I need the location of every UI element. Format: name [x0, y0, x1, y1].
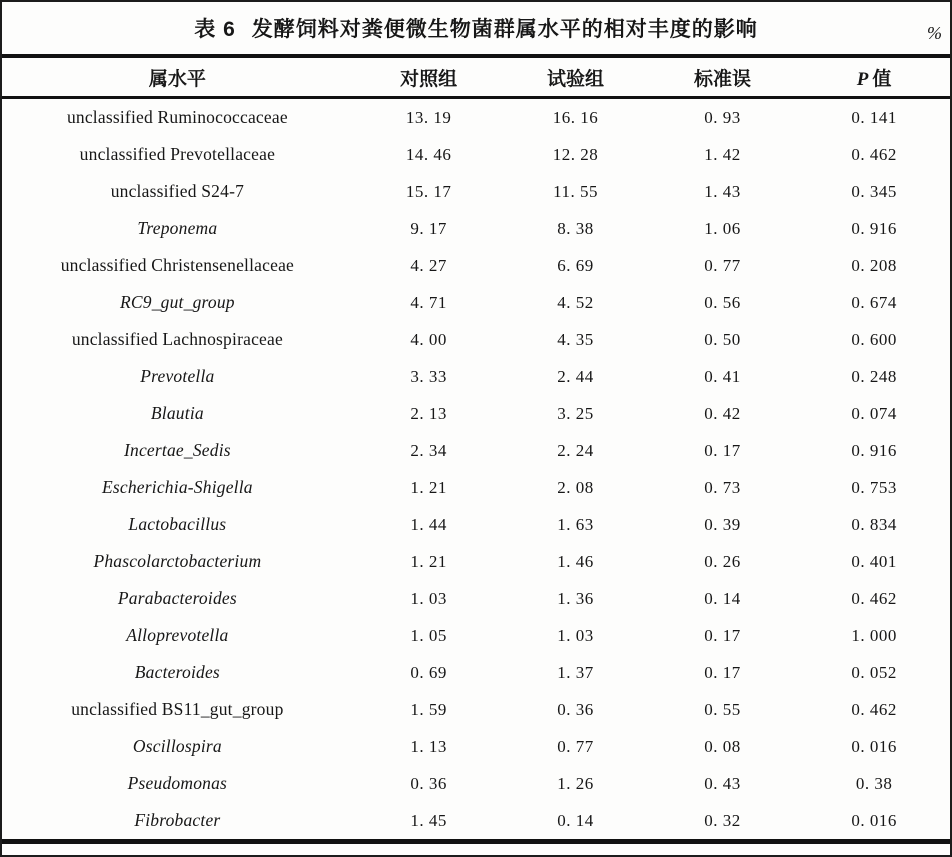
- p-value: 0. 016: [851, 810, 897, 830]
- p-value: 0. 38: [855, 773, 893, 793]
- control-value: 3. 33: [410, 366, 447, 386]
- table-row: [2, 395, 950, 432]
- control-value: 2. 13: [410, 403, 447, 423]
- header-standard-error: 标准误: [693, 68, 751, 90]
- se-value: 0. 43: [704, 773, 741, 793]
- se-value: 1. 06: [704, 218, 741, 238]
- se-value: 0. 55: [704, 699, 741, 719]
- table-row: [2, 284, 950, 321]
- control-value: 4. 71: [410, 292, 447, 312]
- se-value: 0. 73: [704, 477, 741, 497]
- genus-name: Bacteroides: [134, 662, 220, 682]
- trial-value: 1. 63: [557, 514, 594, 534]
- table-row: [2, 99, 950, 136]
- table-body: [2, 99, 950, 844]
- se-value: 0. 39: [704, 514, 741, 534]
- table-row: [2, 765, 950, 802]
- unit-label: %: [927, 23, 942, 43]
- p-value: 0. 462: [851, 699, 897, 719]
- genus-name: unclassified BS11_gut_group: [71, 699, 284, 719]
- p-value: 0. 074: [851, 403, 897, 423]
- trial-value: 2. 08: [557, 477, 594, 497]
- se-value: 0. 32: [704, 810, 741, 830]
- trial-value: 1. 26: [557, 773, 594, 793]
- trial-value: 3. 25: [557, 403, 594, 423]
- genus-name: unclassified S24-7: [110, 181, 245, 201]
- p-value: 0. 401: [851, 551, 897, 571]
- trial-value: 2. 44: [557, 366, 594, 386]
- p-value: 0. 674: [851, 292, 897, 312]
- se-value: 0. 08: [704, 736, 741, 756]
- trial-value: 1. 03: [557, 625, 594, 645]
- control-value: 4. 27: [410, 255, 447, 275]
- genus-name: Fibrobacter: [134, 810, 221, 830]
- table-row: [2, 580, 950, 617]
- p-value: 0. 248: [851, 366, 897, 386]
- table-caption: [194, 13, 758, 43]
- control-value: 0. 36: [410, 773, 447, 793]
- control-value: 1. 03: [410, 588, 447, 608]
- genus-name: Escherichia-Shigella: [101, 477, 253, 497]
- genus-name: Oscillospira: [132, 736, 222, 756]
- trial-value: 11. 55: [553, 181, 598, 201]
- trial-value: 4. 35: [557, 329, 594, 349]
- trial-value: 4. 52: [557, 292, 594, 312]
- genus-name: unclassified Ruminococcaceae: [66, 107, 288, 127]
- p-value: 0. 462: [851, 588, 897, 608]
- p-value: 0. 834: [851, 514, 897, 534]
- genus-name: Prevotella: [140, 366, 215, 386]
- control-value: 14. 46: [405, 144, 452, 164]
- table-header-row: [2, 58, 950, 99]
- table-row: [2, 543, 950, 580]
- genus-name: Treponema: [137, 218, 218, 238]
- control-value: 1. 45: [410, 810, 447, 830]
- genus-name: RC9_gut_group: [120, 292, 235, 312]
- p-value: 0. 141: [851, 107, 897, 127]
- trial-value: 0. 14: [557, 810, 594, 830]
- control-value: 1. 59: [410, 699, 447, 719]
- trial-value: 0. 77: [557, 736, 594, 756]
- control-value: 15. 17: [405, 181, 452, 201]
- trial-value: 6. 69: [557, 255, 594, 275]
- trial-value: 12. 28: [552, 144, 599, 164]
- trial-value: 2. 24: [557, 440, 594, 460]
- se-value: 0. 93: [704, 107, 741, 127]
- control-value: 13. 19: [405, 107, 452, 127]
- genus-name: Pseudomonas: [127, 773, 228, 793]
- se-value: 0. 56: [704, 292, 741, 312]
- table-row: [2, 506, 950, 543]
- p-value: 0. 753: [851, 477, 897, 497]
- header-p-symbol: P: [856, 68, 869, 90]
- genus-name: Parabacteroides: [117, 588, 237, 608]
- p-value: 0. 016: [851, 736, 897, 756]
- table-row: [2, 210, 950, 247]
- p-value: 0. 345: [851, 181, 897, 201]
- table-row: [2, 654, 950, 691]
- p-value: 0. 052: [851, 662, 897, 682]
- table-row: [2, 728, 950, 765]
- trial-value: 0. 36: [557, 699, 594, 719]
- control-value: 0. 69: [410, 662, 447, 682]
- table-row: [2, 173, 950, 210]
- control-value: 9. 17: [410, 218, 447, 238]
- p-value: 0. 208: [851, 255, 897, 275]
- se-value: 0. 42: [704, 403, 741, 423]
- se-value: 0. 17: [704, 440, 741, 460]
- header-control-group: 对照组: [400, 68, 458, 90]
- se-value: 0. 26: [704, 551, 741, 571]
- trial-value: 16. 16: [552, 107, 599, 127]
- p-value: 1. 000: [851, 625, 897, 645]
- table-title-text: 发酵饲料对粪便微生物菌群属水平的相对丰度的影响: [251, 18, 758, 41]
- header-p-word: 值: [872, 68, 892, 90]
- table-row: [2, 691, 950, 728]
- se-value: 0. 77: [704, 255, 741, 275]
- control-value: 1. 05: [410, 625, 447, 645]
- trial-value: 1. 36: [557, 588, 594, 608]
- genus-name: Phascolarctobacterium: [93, 551, 262, 571]
- table-number: 表 6: [194, 18, 236, 41]
- se-value: 1. 43: [704, 181, 741, 201]
- se-value: 0. 14: [704, 588, 741, 608]
- table-row: [2, 321, 950, 358]
- table-row: [2, 136, 950, 173]
- trial-value: 8. 38: [557, 218, 594, 238]
- header-genus-level: 属水平: [148, 68, 206, 90]
- table-row: [2, 469, 950, 506]
- genus-name: unclassified Christensenellaceae: [60, 255, 295, 275]
- genus-name: unclassified Lachnospiraceae: [71, 329, 283, 349]
- genus-name: Alloprevotella: [126, 625, 229, 645]
- p-value: 0. 600: [851, 329, 897, 349]
- se-value: 0. 17: [704, 625, 741, 645]
- se-value: 1. 42: [704, 144, 741, 164]
- table-caption-row: [2, 2, 950, 58]
- genus-name: Blautia: [150, 403, 204, 423]
- table-row: [2, 247, 950, 284]
- p-value: 0. 916: [851, 218, 897, 238]
- control-value: 2. 34: [410, 440, 447, 460]
- se-value: 0. 41: [704, 366, 741, 386]
- trial-value: 1. 46: [557, 551, 594, 571]
- control-value: 4. 00: [410, 329, 447, 349]
- table-row: [2, 358, 950, 395]
- control-value: 1. 13: [410, 736, 447, 756]
- trial-value: 1. 37: [557, 662, 594, 682]
- genus-name: Incertae_Sedis: [123, 440, 231, 460]
- control-value: 1. 21: [410, 477, 447, 497]
- se-value: 0. 50: [704, 329, 741, 349]
- table-row: [2, 802, 950, 839]
- control-value: 1. 21: [410, 551, 447, 571]
- genus-name: unclassified Prevotellaceae: [79, 144, 276, 164]
- table-row: [2, 432, 950, 469]
- control-value: 1. 44: [410, 514, 447, 534]
- p-value: 0. 462: [851, 144, 897, 164]
- genus-name: Lactobacillus: [128, 514, 227, 534]
- table-row: [2, 617, 950, 654]
- se-value: 0. 17: [704, 662, 741, 682]
- p-value: 0. 916: [851, 440, 897, 460]
- header-trial-group: 试验组: [547, 68, 605, 90]
- header-p-value: [798, 64, 950, 91]
